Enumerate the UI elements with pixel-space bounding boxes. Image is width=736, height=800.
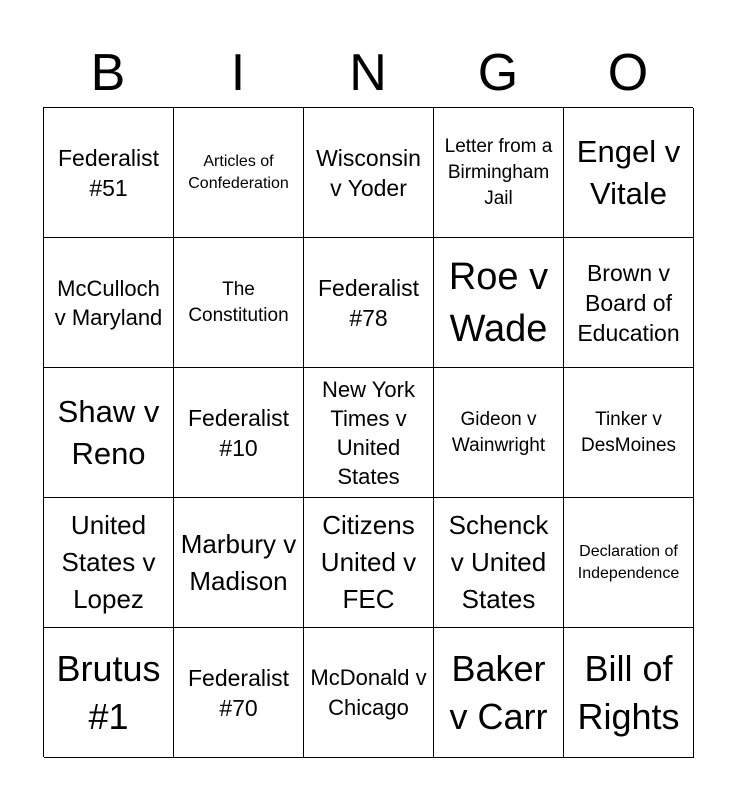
bingo-cell[interactable] (44, 108, 174, 238)
cell-label: Citizens United v FEC (320, 510, 417, 614)
cell-label: Articles of Confederation (188, 152, 289, 192)
cell-label: Shaw v Reno (57, 393, 160, 471)
bingo-cell[interactable] (44, 238, 174, 368)
bingo-cell[interactable] (564, 108, 694, 238)
bingo-cell[interactable] (564, 498, 694, 628)
cell-label: Declaration of Independence (577, 542, 680, 582)
bingo-cell[interactable] (564, 628, 694, 758)
bingo-cell[interactable] (304, 368, 434, 498)
header-letter-g: G (477, 44, 519, 102)
bingo-cell[interactable] (174, 368, 304, 498)
cell-label: New York Times v United States (322, 376, 415, 489)
cell-label: United States v Lopez (61, 510, 156, 614)
header-letter-i: I (230, 44, 246, 102)
cell-label: Baker v Carr (449, 647, 548, 737)
bingo-cell[interactable] (304, 628, 434, 758)
bingo-header (43, 42, 693, 104)
bingo-cell[interactable] (44, 498, 174, 628)
cell-label: Letter from a Birmingham Jail (444, 135, 553, 209)
bingo-cell[interactable] (434, 108, 564, 238)
bingo-cell[interactable] (174, 238, 304, 368)
header-letter-o: O (607, 44, 649, 102)
cell-label: McCulloch v Maryland (54, 275, 163, 330)
cell-label: Brutus #1 (56, 647, 161, 737)
bingo-cell[interactable] (434, 368, 564, 498)
bingo-cell[interactable] (434, 628, 564, 758)
cell-label: McDonald v Chicago (310, 664, 427, 720)
cell-label: Federalist #70 (188, 664, 289, 721)
bingo-cell[interactable] (304, 238, 434, 368)
bingo-cell[interactable] (564, 368, 694, 498)
bingo-cell[interactable] (304, 498, 434, 628)
cell-label: Bill of Rights (577, 647, 680, 737)
cell-label: The Constitution (188, 278, 289, 326)
bingo-cell[interactable] (564, 238, 694, 368)
bingo-cell[interactable] (174, 628, 304, 758)
cell-label: Schenck v United States (448, 510, 549, 614)
bingo-cell[interactable] (174, 108, 304, 238)
header-letter-b: B (90, 44, 126, 102)
bingo-cell[interactable] (304, 108, 434, 238)
bingo-board (43, 107, 693, 757)
cell-label: Roe v Wade (448, 255, 549, 350)
cell-label: Engel v Vitale (576, 133, 681, 211)
cell-label: Wisconsin v Yoder (316, 144, 421, 201)
bingo-cell[interactable] (434, 238, 564, 368)
cell-label: Federalist #51 (58, 144, 159, 201)
cell-label: Tinker v DesMoines (580, 408, 677, 456)
bingo-cell[interactable] (174, 498, 304, 628)
bingo-cell[interactable] (434, 498, 564, 628)
cell-label: Federalist #78 (318, 274, 419, 331)
bingo-cell[interactable] (44, 368, 174, 498)
cell-label: Gideon v Wainwright (451, 408, 546, 456)
cell-label: Brown v Board of Education (577, 259, 680, 346)
cell-label: Marbury v Madison (180, 528, 297, 596)
cell-label: Federalist #10 (188, 404, 289, 461)
header-letter-n: N (349, 44, 387, 102)
bingo-cell[interactable] (44, 628, 174, 758)
